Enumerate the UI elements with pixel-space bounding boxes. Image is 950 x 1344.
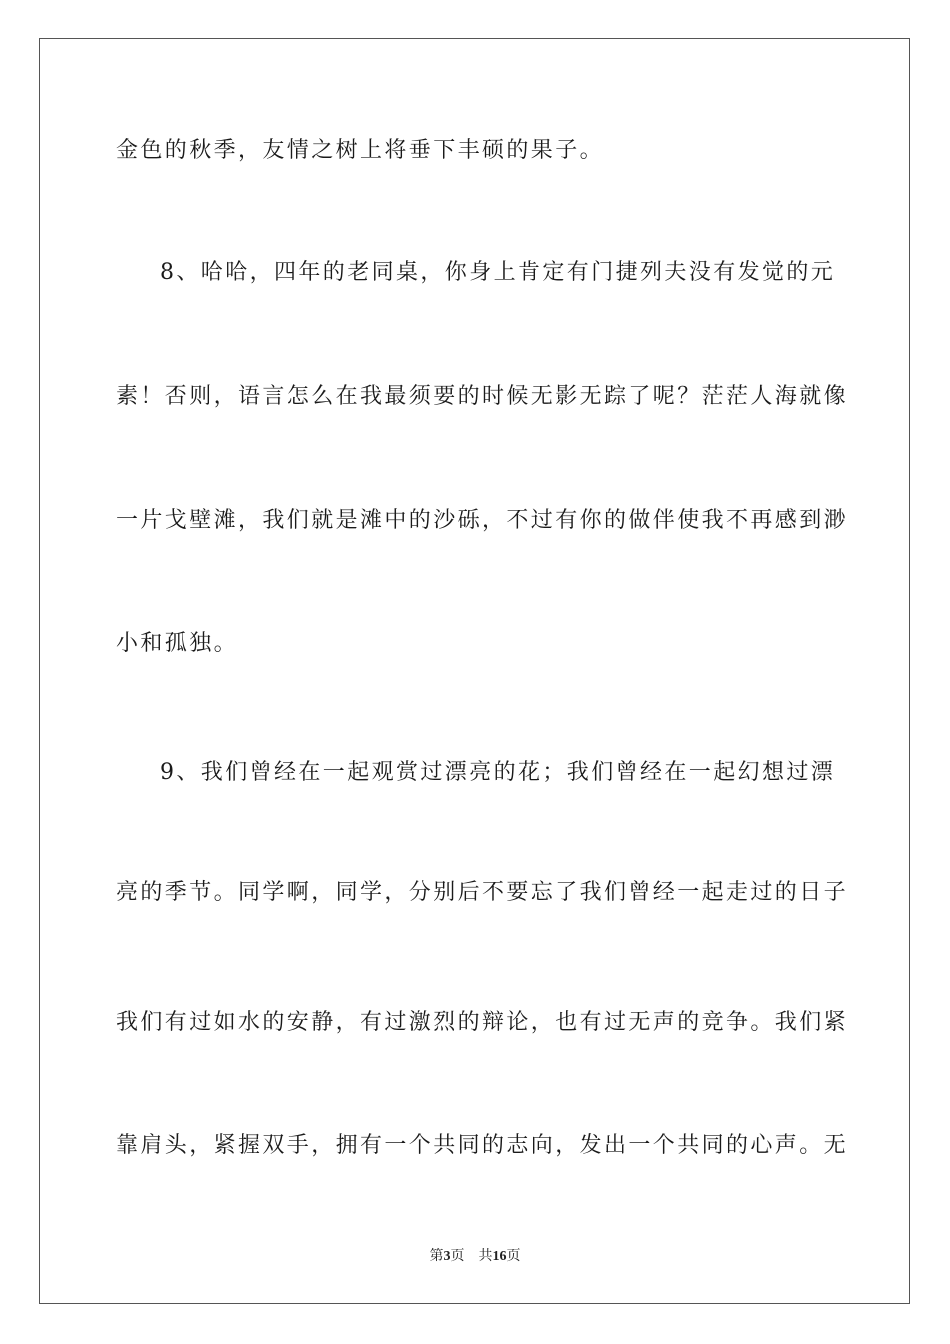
body-text-line: 靠肩头，紧握双手，拥有一个共同的志向，发出一个共同的心声。无 <box>116 1133 849 1158</box>
footer-total-suffix: 页 <box>506 1249 521 1264</box>
footer-page-number: 3 <box>443 1249 451 1264</box>
page-border <box>39 38 910 1304</box>
body-text-line: 素！否则，语言怎么在我最须要的时候无影无踪了呢？茫茫人海就像 <box>116 384 849 409</box>
footer-page-suffix: 页 <box>450 1249 465 1264</box>
body-text-line: 金色的秋季，友情之树上将垂下丰硕的果子。 <box>116 138 605 163</box>
body-text-line: 小和孤独。 <box>116 631 239 656</box>
body-text-line: 我们有过如水的安静，有过激烈的辩论，也有过无声的竞争。我们紧 <box>116 1010 849 1035</box>
paragraph-8-start: 8、哈哈，四年的老同桌，你身上肯定有门捷列夫没有发觉的元 <box>160 260 836 285</box>
paragraph-9-start: 9、我们曾经在一起观赏过漂亮的花；我们曾经在一起幻想过漂 <box>160 760 836 785</box>
body-text-line: 一片戈壁滩，我们就是滩中的沙砾，不过有你的做伴使我不再感到渺 <box>116 508 849 533</box>
page-footer <box>0 1248 950 1266</box>
footer-page-prefix: 第 <box>429 1249 444 1264</box>
footer-total-pages: 16 <box>492 1249 507 1264</box>
footer-total-prefix: 共 <box>478 1249 493 1264</box>
body-text-line: 亮的季节。同学啊，同学，分别后不要忘了我们曾经一起走过的日子 <box>116 880 849 905</box>
